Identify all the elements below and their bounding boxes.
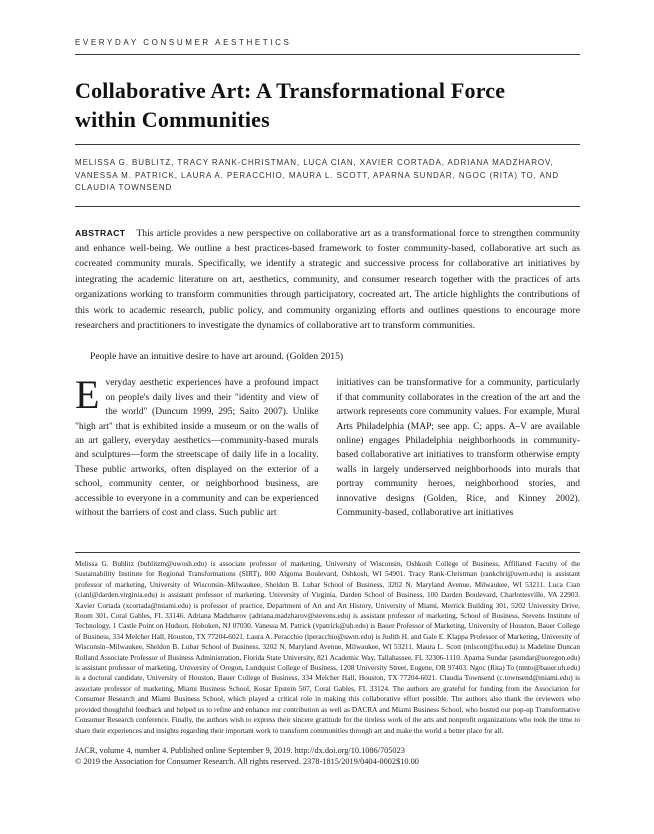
body-left-column xyxy=(75,372,319,520)
journal-citation-doi: JACR, volume 4, number 4. Published online September 9, 2019. http://dx.doi.org/10.1086/705023 xyxy=(75,745,405,755)
body-columns xyxy=(75,372,580,520)
author-affiliations-footnote: Melissa G. Bublitz (bublitzm@uwosh.edu) is associate professor of marketing, University of Wisconsin, Oshkosh College of Business, Affiliated Faculty of the Sustainability Institute for Regional Transformations (SIRT), 800 Algoma Boulevard, Oshkosh, WI 54901. Tracy Rank-Christman (rankchri@uwm.edu) is assistant professor of marketing, University of Wisconsin–Milwaukee, Sheldon B. Lubar School of Business, 3202 N. Maryland Avenue, Milwaukee, WI 53211. Luca Cian (cianl@darden.virginia.edu) is assistant professor of marketing, University of Virginia, Darden School of Business, 100 Darden Boulevard, Charlottesville, VA 22903. Xavier Cortada (xcortada@miami.edu) is professor of practice, Department of Art and Art History, University of Miami, Merrick Building 301, 5202 University Drive, Room 301, Coral Gables, FL 33146. Adriana Madzharov (adriana.madzharov@stevens.edu) is assistant professor of marketing, School of Business, Stevens Institute of Technology, 1 Castle Point on Hudson, Hoboken, NJ 07030. Vanessa M. Patrick (vpatrick@uh.edu) is Bauer Professor of Marketing, University of Houston, Bauer College of Business, 334 Melcher Hall, Houston, TX 77204-6021. Laura A. Peracchio (lperacchio@uwm.edu) is Judith H. and Gale E. Klappa Professor of Marketing, University of Wisconsin–Milwaukee, Sheldon B. Lubar School of Business, 3202 N. Maryland Avenue, Milwaukee, WI 53211. Maura L. Scott (mlscott@fsu.edu) is Madeline Duncan Rolland Associate Professor of Business Administration, Florida State University, 821 Academic Way, Tallahassee, FL 32306-1110. Aparna Sundar (asundar@uoregon.edu) is assistant professor of marketing, University of Oregon, Lundquist College of Business, 1208 University Street, Eugene, OR 97403. Ngoc (Rita) To (nmto@bauer.uh.edu) is a doctoral candidate, University of Houston, Bauer College of Business, 334 Melcher Hall, Houston, TX 77204-6021. Claudia Townsend (c.townsend@miami.edu) is associate professor of marketing, Miami Business School, Kosar Epstein 507, Coral Gables, FL 33124. The authors are grateful for funding from the Association for Consumer Research and Miami Business School, which played a critical role in making this collaborative effort possible. The authors also thank the reviewers who provided thoughtful feedback and helped us to refine and enhance our contribution as well as DACRA and Miami Business School, who hosted our pop-up Transformative Consumer Research conference. Finally, the authors wish to express their sincere gratitude for the tireless work of the arts and nonprofit organizations who took the time to share their experiences and insights regarding their important work to transform communities through art and make the world a better place for all. xyxy=(75,559,580,735)
abstract xyxy=(75,226,580,334)
rule-above-footnote xyxy=(75,552,580,553)
body-right-column: initiatives can be transformative for a community, particularly if that community collaborates in the creation of the art and the artwork represents core community values. For example, Mural Arts Philadelphia (MAP; see app. C; apps. A–V are available online) engages Philadelphia neighborhoods in community-based collaborative art initiatives to transform otherwise empty walls in largely underserved neighborhoods into murals that portray community heroes, neighborhood stories, and innovative designs (Golden, Rice, and Kinney 2002). Community-based, collaborative art initiatives xyxy=(336,378,580,518)
epigraph: People have an intuitive desire to have art around. (Golden 2015) xyxy=(90,351,344,363)
drop-cap: E xyxy=(75,372,100,418)
paper-title xyxy=(75,76,580,134)
abstract-label: ABSTRACT xyxy=(75,227,126,238)
rule-under-title xyxy=(75,144,580,145)
body-left-text: veryday aesthetic experiences have a profound impact on people's daily lives and their "identity and view of the world" (Duncum 1999, 295; Saito 2007). Unlike "high art" that is exhibited inside a museum or on the walls of an art gallery, everyday aesthetics—community-based murals and sculptures—form the streetscape of daily life in a locality. These public artworks, often displayed on the exterior of a school, community center, or neighborhood business, are accessible to everyone in a community and can be experienced without the barriers of cost and class. Such public art xyxy=(75,378,319,518)
paper-title-line-2: within Communities xyxy=(75,107,270,132)
abstract-text: This article provides a new perspective on collaborative art as a transformational force to strengthen community and enhance well-being. We outline a best practices-based framework to foster community-based, collaborative art such as cocreated community murals. Specifically, we identify a strategic and successive process for collaborative art initiatives by integrating the academic literature on art, aesthetics, community, and consumer research together with the practices of arts organizations working to transform communities through participatory, cocreated art. The article highlights the contributions of this work to academic research, public policy, and community organizing efforts and outlines questions to encourage more researchers and practitioners to investigate the dynamics of collaborative art to transform communities. xyxy=(75,227,580,331)
journal-footer xyxy=(75,745,580,768)
rule-under-running-head xyxy=(75,54,580,55)
footnote-section xyxy=(75,552,580,768)
rule-under-authors xyxy=(75,206,580,207)
copyright-line: © 2019 the Association for Consumer Research. All rights reserved. 2378-1815/2019/0404-0002$10.00 xyxy=(75,757,419,767)
running-head: EVERYDAY CONSUMER AESTHETICS xyxy=(75,38,292,47)
author-list: MELISSA G. BUBLITZ, TRACY RANK-CHRISTMAN, LUCA CIAN, XAVIER CORTADA, ADRIANA MADZHAROV, VANESSA M. PATRICK, LAURA A. PERACCHIO, MAURA L. SCOTT, APARNA SUNDAR, NGOC (RITA) TO, AND CLAUDIA TOWNSEND xyxy=(75,158,560,192)
paper-title-line-1: Collaborative Art: A Transformational Force xyxy=(75,78,506,103)
